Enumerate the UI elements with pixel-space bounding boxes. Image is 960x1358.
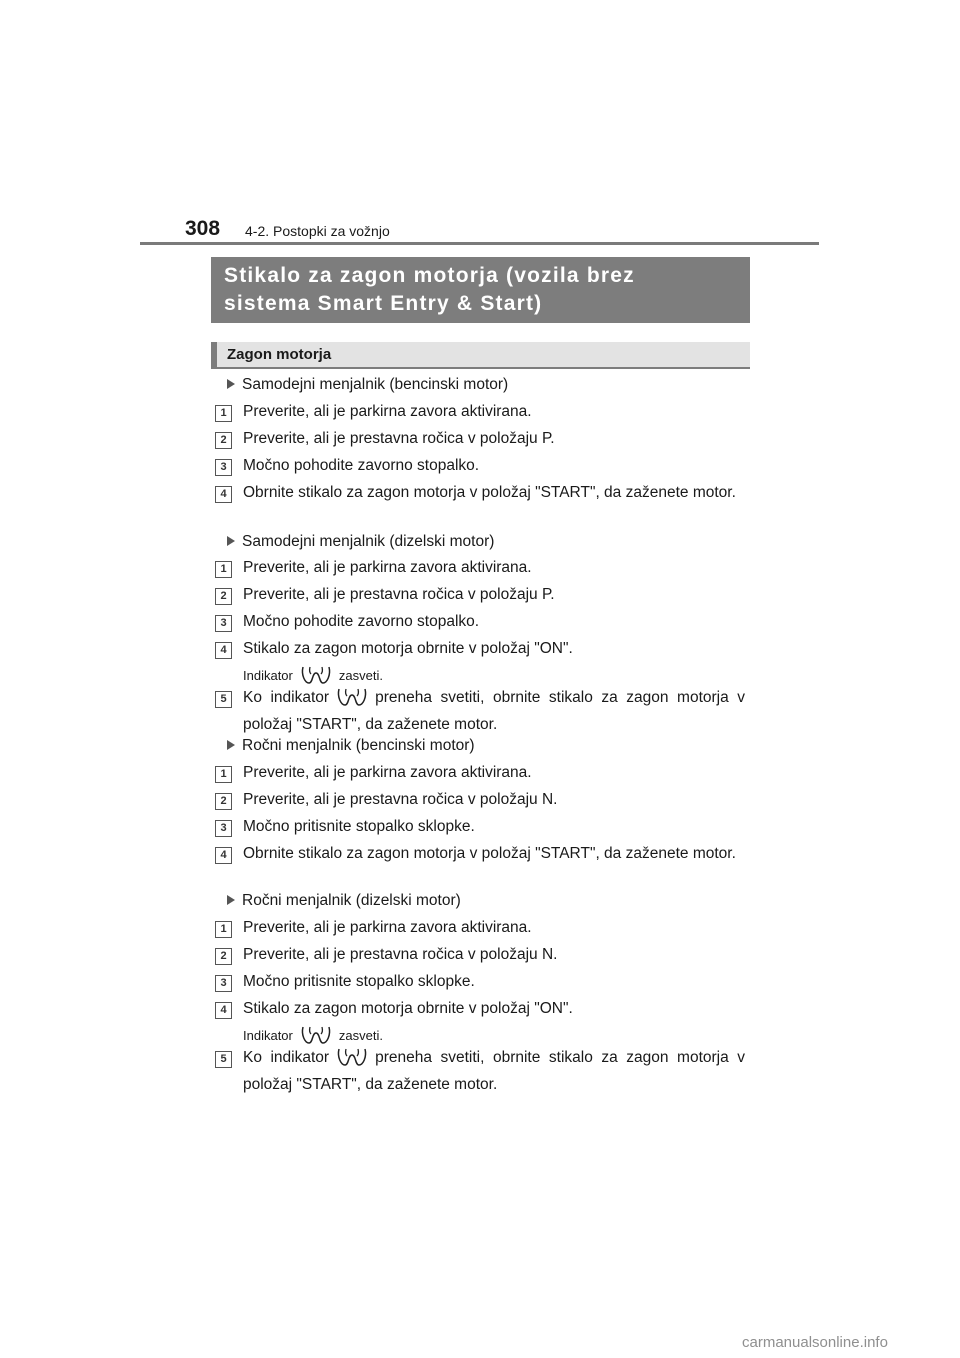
arrow-right-icon xyxy=(227,379,235,389)
step-text: Ko indikator preneha svetiti, obrnite stikalo za zagon motorja v položaj "START", da zaženete motor. xyxy=(243,1049,745,1093)
arrow-right-icon xyxy=(227,536,235,546)
step-number-badge: 4 xyxy=(215,642,232,659)
step-text: Močno pritisnite stopalko sklopke. xyxy=(243,973,475,990)
group-heading: Samodejni menjalnik (dizelski motor) xyxy=(227,528,729,555)
step-number-badge: 4 xyxy=(215,1002,232,1019)
step-text: Močno pohodite zavorno stopalko. xyxy=(243,613,480,630)
step-text: Preverite, ali je parkirna zavora aktivirana. xyxy=(243,764,532,781)
step-text: Močno pohodite zavorno stopalko. xyxy=(243,457,480,474)
step-text: Preverite, ali je prestavna ročica v položaju P. xyxy=(243,430,555,447)
step-text: Preverite, ali je prestavna ročica v položaju N. xyxy=(243,946,558,963)
section-label: 4-2. Postopki za vožnjo xyxy=(245,223,390,239)
note: Indikator zasveti. xyxy=(243,665,383,687)
group-heading: Samodejni menjalnik (bencinski motor) xyxy=(227,371,729,398)
title-line-1: Stikalo za zagon motorja (vozila brez xyxy=(224,264,635,287)
glow-plug-indicator-icon xyxy=(335,687,369,709)
step-number-badge: 4 xyxy=(215,847,232,864)
step-number-badge: 5 xyxy=(215,691,232,708)
note: Indikator zasveti. xyxy=(243,1025,383,1047)
arrow-right-icon xyxy=(227,895,235,905)
group-heading: Ročni menjalnik (dizelski motor) xyxy=(227,887,729,914)
step-number-badge: 5 xyxy=(215,1051,232,1068)
step-number-badge: 3 xyxy=(215,615,232,632)
step-text: Preverite, ali je parkirna zavora aktivirana. xyxy=(243,919,532,936)
step-text: Ko indikator preneha svetiti, obrnite stikalo za zagon motorja v položaj "START", da zaženete motor. xyxy=(243,689,745,733)
subheading: Zagon motorja xyxy=(211,342,750,369)
step-number-badge: 2 xyxy=(215,588,232,605)
step-text: Preverite, ali je prestavna ročica v položaju N. xyxy=(243,791,558,808)
step-text: Preverite, ali je prestavna ročica v položaju P. xyxy=(243,586,555,603)
page-number: 308 xyxy=(185,217,221,240)
step-number-badge: 2 xyxy=(215,793,232,810)
step-text: Močno pritisnite stopalko sklopke. xyxy=(243,818,475,835)
header-divider xyxy=(140,242,819,245)
step-number-badge: 2 xyxy=(215,432,232,449)
step-number-badge: 1 xyxy=(215,561,232,578)
step-number-badge: 1 xyxy=(215,766,232,783)
step-number-badge: 3 xyxy=(215,820,232,837)
step-text: Obrnite stikalo za zagon motorja v položaj "START", da zaženete motor. xyxy=(243,845,736,862)
group-heading: Ročni menjalnik (bencinski motor) xyxy=(227,732,729,759)
step-number-badge: 4 xyxy=(215,486,232,503)
step-number-badge: 1 xyxy=(215,405,232,422)
step-text: Obrnite stikalo za zagon motorja v položaj "START", da zaženete motor. xyxy=(243,484,736,501)
step-number-badge: 1 xyxy=(215,921,232,938)
step-text: Stikalo za zagon motorja obrnite v položaj "ON". xyxy=(243,640,573,657)
page-header xyxy=(185,216,820,242)
glow-plug-indicator-icon xyxy=(335,1047,369,1069)
step-number-badge: 2 xyxy=(215,948,232,965)
watermark: carmanualsonline.info xyxy=(742,1334,888,1351)
step-number-badge: 3 xyxy=(215,459,232,476)
step-number-badge: 3 xyxy=(215,975,232,992)
step-text: Stikalo za zagon motorja obrnite v položaj "ON". xyxy=(243,1000,573,1017)
step-text: Preverite, ali je parkirna zavora aktivirana. xyxy=(243,403,532,420)
arrow-right-icon xyxy=(227,740,235,750)
title-line-2: sistema Smart Entry & Start) xyxy=(224,292,543,315)
step-text: Preverite, ali je parkirna zavora aktivirana. xyxy=(243,559,532,576)
section-title xyxy=(211,257,750,323)
